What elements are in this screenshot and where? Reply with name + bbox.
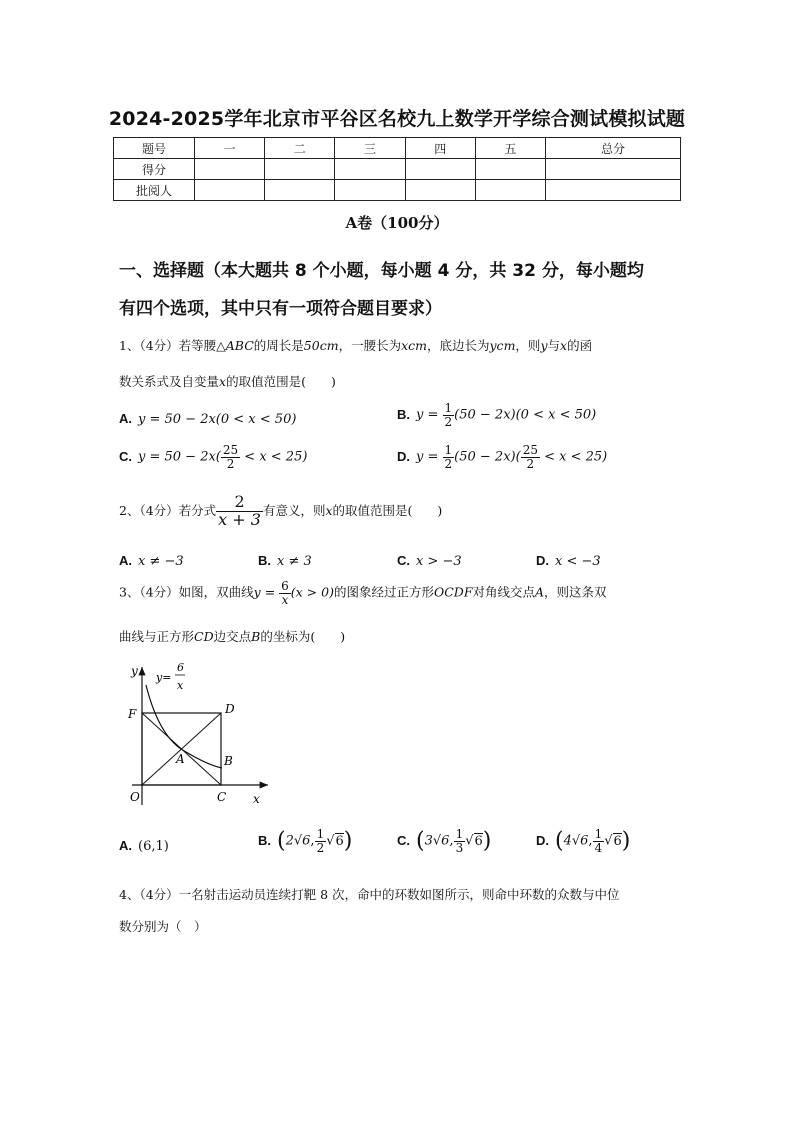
- score-header-cell: 总分: [546, 138, 681, 159]
- fraction: $\frac{25}{2}$: [222, 443, 239, 471]
- question-4-line1: 4、（4分）一名射击运动员连续打靶 8 次，命中的环数如图所示，则命中环数的众数与中位: [119, 887, 620, 902]
- q2-option-d[interactable]: D. x < −3: [536, 553, 601, 569]
- score-header-cell: 一: [195, 138, 265, 159]
- score-cell[interactable]: [195, 180, 265, 201]
- q2-option-c[interactable]: C. x > −3: [397, 553, 462, 569]
- q1-option-b[interactable]: B. y = $\frac{1}{2}$ (50 − 2x)(0 < x < 50): [397, 401, 597, 429]
- function-numerator: 6: [177, 661, 184, 674]
- question-1-line1: 1、（4分）若等腰△ABC的周长是50cm，一腰长为xcm，底边长为ycm，则y与x的函: [119, 338, 593, 353]
- score-cell[interactable]: [546, 159, 681, 180]
- score-row-label: 得分: [114, 159, 195, 180]
- point-f-label: F: [128, 707, 137, 721]
- score-cell[interactable]: [195, 159, 265, 180]
- score-cell[interactable]: [405, 159, 475, 180]
- score-table: [113, 137, 681, 201]
- q3-option-b[interactable]: B. (2√6, $\frac{1}{2}$ √6): [258, 827, 353, 855]
- function-denominator: x: [177, 679, 184, 692]
- q3-option-c[interactable]: C. (3√6, $\frac{1}{3}$ √6): [397, 827, 492, 855]
- point-b-label: B: [224, 754, 233, 768]
- score-cell[interactable]: [405, 180, 475, 201]
- score-header-cell: 五: [475, 138, 545, 159]
- function-label: y=: [156, 671, 172, 684]
- score-header-cell: 三: [335, 138, 405, 159]
- score-cell[interactable]: [475, 180, 545, 201]
- q1-option-c[interactable]: C. y = 50 − 2x( $\frac{25}{2}$ < x < 25): [119, 443, 308, 471]
- score-header-cell: 四: [405, 138, 475, 159]
- question-4-line2: 数分别为（ ）: [119, 919, 207, 934]
- point-d-label: D: [225, 702, 235, 716]
- page-title: 2024-2025学年北京市平谷区名校九上数学开学综合测试模拟试题: [108, 108, 686, 130]
- fraction: $\frac{25}{2}$: [522, 443, 538, 471]
- fraction: $\frac{1}{2}$: [444, 443, 453, 471]
- q3-option-d[interactable]: D. (4√6, $\frac{1}{4}$ √6): [536, 827, 631, 855]
- q3-option-a[interactable]: A. (6,1): [119, 838, 169, 854]
- q2-option-b[interactable]: B. x ≠ 3: [258, 553, 312, 569]
- score-cell[interactable]: [265, 159, 335, 180]
- point-c-label: C: [217, 790, 227, 804]
- score-cell[interactable]: [546, 180, 681, 201]
- score-table-header-row: [114, 138, 681, 159]
- score-cell[interactable]: [335, 180, 405, 201]
- question-3-line2: 曲线与正方形CD边交点B的坐标为( ): [119, 629, 346, 644]
- score-row-label: 批阅人: [114, 180, 195, 201]
- part1-heading-line2: 有四个选项，其中只有一项符合题目要求）: [119, 299, 442, 319]
- q1-option-d[interactable]: D. y = $\frac{1}{2}$ (50 − 2x)( $\frac{25}{2}$ < x < 25): [397, 443, 608, 471]
- section-a-heading: A卷（100分）: [345, 214, 449, 232]
- score-cell[interactable]: [265, 180, 335, 201]
- score-table-row: [114, 159, 681, 180]
- score-header-cell: 二: [265, 138, 335, 159]
- score-cell[interactable]: [475, 159, 545, 180]
- q1-option-a[interactable]: A. y = 50 − 2x(0 < x < 50): [119, 411, 297, 427]
- x-axis-label: x: [253, 792, 260, 806]
- question-1-line2: 数关系式及自变量x的取值范围是( ): [119, 374, 336, 389]
- question-3-line1: 3、（4分）如图，双曲线y = $\frac{6}{x}$ (x > 0)的图象经过正方形OCDF对角线交点A，则这条双: [119, 579, 607, 607]
- part1-heading-line1: 一、选择题（本大题共 8 个小题，每小题 4 分，共 32 分，每小题均: [119, 261, 644, 281]
- fraction: $\frac{6}{x}$: [281, 579, 289, 607]
- y-axis-label: y: [131, 664, 138, 678]
- score-header-cell: 题号: [114, 138, 195, 159]
- q2-option-a[interactable]: A. x ≠ −3: [119, 553, 184, 569]
- point-a-label: A: [176, 752, 185, 766]
- fraction: $\frac{1}{2}$: [444, 401, 453, 429]
- question-2: 2、（4分）若分式 $\frac{2}{x + 3}$ 有意义，则x的取值范围是( ): [119, 492, 443, 529]
- fraction: $\frac{2}{x + 3}$: [218, 492, 261, 529]
- square-hyperbola-figure: [122, 655, 282, 813]
- point-o-label: O: [130, 790, 140, 804]
- score-cell[interactable]: [335, 159, 405, 180]
- score-table-row: [114, 180, 681, 201]
